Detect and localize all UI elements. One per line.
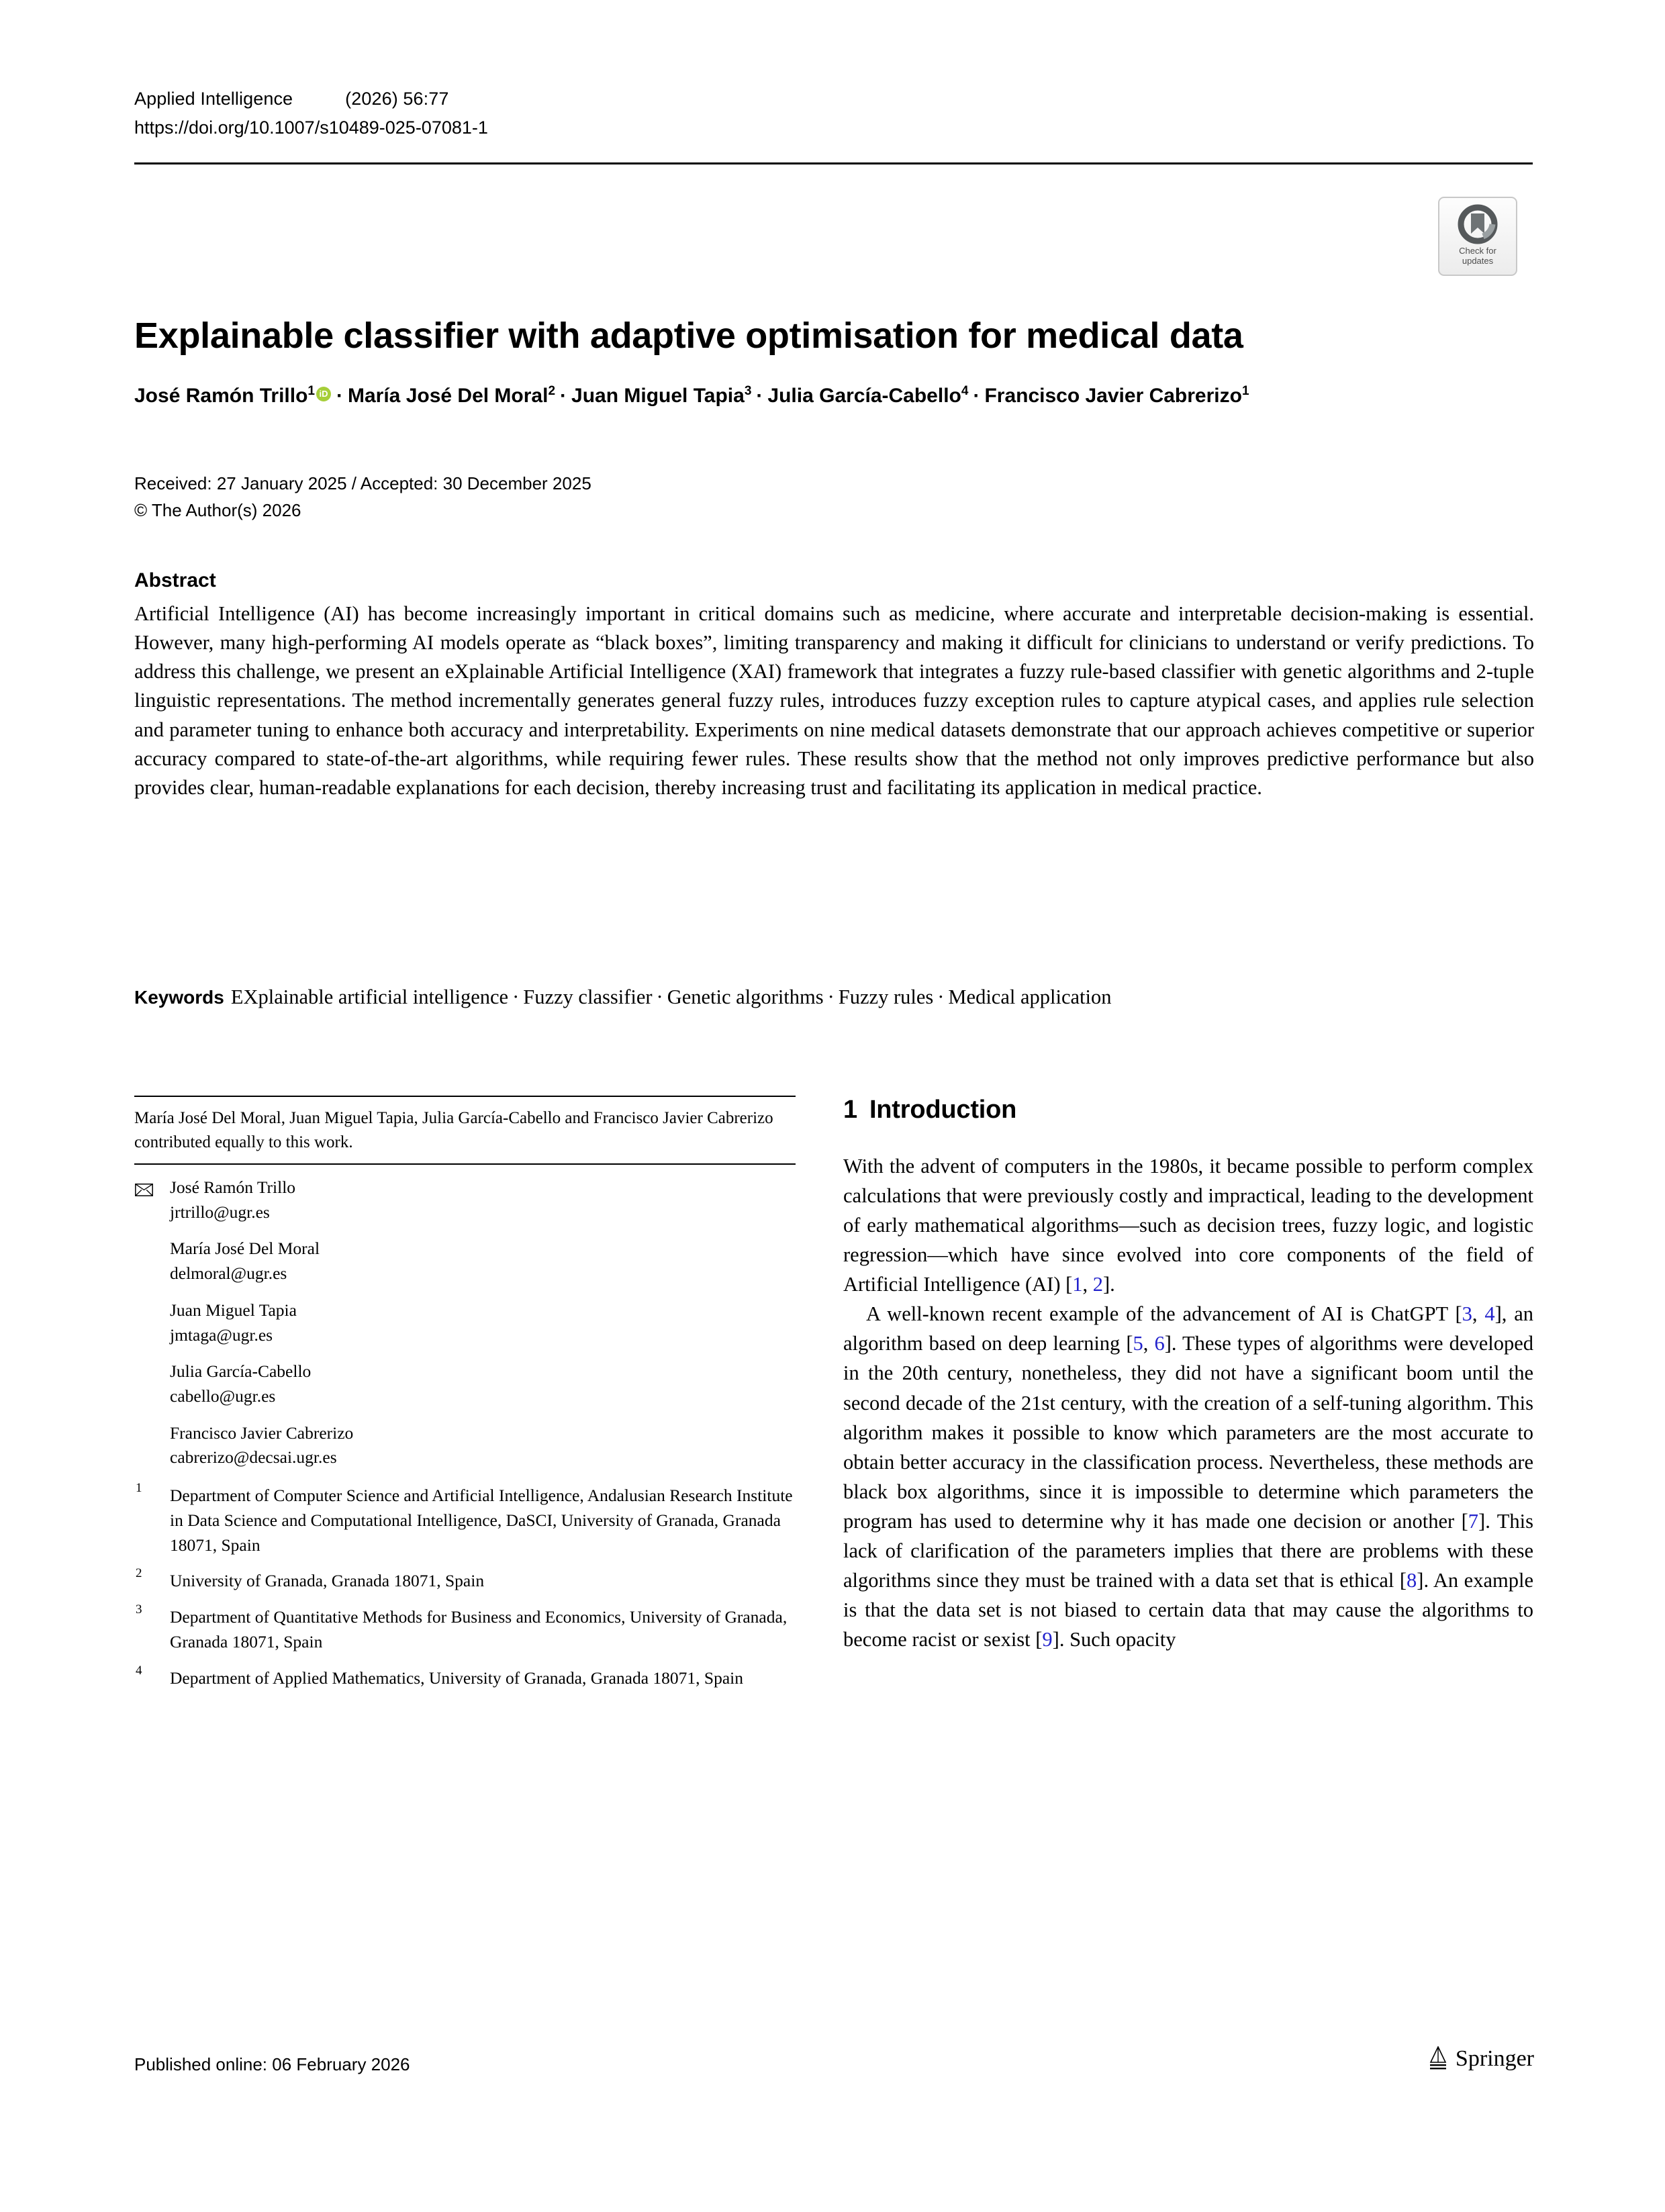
citation-link[interactable]: 7 xyxy=(1468,1509,1479,1533)
received-accepted-line: Received: 27 January 2025 / Accepted: 30 December 2025 xyxy=(134,473,591,493)
page-title: Explainable classifier with adaptive optimisation for medical data xyxy=(134,316,1243,356)
author-separator: · xyxy=(560,385,567,407)
author-separator: · xyxy=(756,385,763,407)
keywords-section xyxy=(134,983,1534,1012)
springer-icon xyxy=(1428,2046,1448,2072)
contact-name: María José Del Moral xyxy=(170,1239,320,1259)
keyword-separator: · xyxy=(937,985,945,1008)
author-entry[interactable] xyxy=(134,385,332,407)
paragraph-text: ]. Such opacity xyxy=(1052,1628,1176,1651)
author-separator: · xyxy=(336,385,343,407)
paragraph-text: With the advent of computers in the 1980s, it became possible to perform complex calculations that were previously costly and impractical, leading to the development of early mathematical algorithms—such as decision trees, fuzzy logic, and logistic regression—which have since evolved into core components of the field of Artificial Intelligence (AI) [ xyxy=(843,1155,1533,1296)
contact-entry xyxy=(134,1421,799,1470)
author-entry[interactable] xyxy=(767,385,968,407)
author-affil-marker: 1 xyxy=(307,384,315,398)
contact-email[interactable]: cabrerizo@decsai.ugr.es xyxy=(170,1447,337,1468)
section-heading-introduction xyxy=(843,1096,1533,1124)
paragraph-text: A well-known recent example of the advancement of AI is ChatGPT [ xyxy=(866,1302,1462,1326)
author-affil-marker: 2 xyxy=(548,384,556,398)
author-name: Francisco Javier Cabrerizo xyxy=(984,385,1242,407)
abstract-heading: Abstract xyxy=(134,569,216,591)
affiliation-text: University of Granada, Granada 18071, Spain xyxy=(170,1571,485,1591)
intro-paragraph-2: A well-known recent example of the advancement of AI is ChatGPT [3, 4], an algorithm based on deep learning [5, 6]. These types of algorithms were developed in the 20th century, nonetheless, they did not have a significant boom until the second decade of the 21st century, with the creation of a self-tuning algorithm. This algorithm makes it possible to know which parameters are the most accurate to obtain better accuracy in the classification process. Nevertheless, these methods are black box algorithms, since it is impossible to determine which parameters the program has used to determine why it has made one decision or another [7]. This lack of clarification of the parameters implies that there are problems with these algorithms since they must be trained with a data set that is ethical [8]. An example is that the data set is not biased to certain data that may cause the algorithms to become racist or sexist [9]. Such opacity xyxy=(843,1302,1533,1651)
contact-list xyxy=(134,1165,799,1470)
abstract-section xyxy=(134,569,1534,802)
citation-link[interactable]: 4 xyxy=(1484,1302,1495,1326)
check-for-updates-label xyxy=(1459,246,1496,266)
keyword-separator: · xyxy=(827,985,835,1008)
citation-link[interactable]: 2 xyxy=(1092,1273,1104,1296)
author-entry[interactable] xyxy=(571,385,751,407)
paragraph-text: ]. This lack of clarification of the parameters implies that there are problems with these algorithms since they must be trained with a data set that is ethical [ xyxy=(843,1509,1533,1592)
affiliation-number: 3 xyxy=(136,1602,142,1617)
contact-name: José Ramón Trillo xyxy=(170,1177,296,1197)
citation-link[interactable]: 8 xyxy=(1407,1568,1417,1592)
contact-name: Juan Miguel Tapia xyxy=(170,1300,297,1320)
contact-name: Julia García-Cabello xyxy=(170,1361,312,1382)
author-entry[interactable] xyxy=(348,385,555,407)
publisher-name: Springer xyxy=(1455,2046,1534,2071)
journal-issue: (2026) 56:77 xyxy=(345,89,449,109)
keyword-item[interactable]: EXplainable artificial intelligence xyxy=(230,985,509,1008)
citation-link[interactable]: 1 xyxy=(1072,1273,1083,1296)
affiliation-number: 4 xyxy=(136,1663,142,1678)
keyword-item[interactable]: Fuzzy classifier xyxy=(523,985,653,1008)
journal-title-line xyxy=(134,86,1534,111)
left-column xyxy=(134,1096,799,1702)
author-name: José Ramón Trillo xyxy=(134,385,308,407)
author-name: Juan Miguel Tapia xyxy=(571,385,745,407)
paragraph-text: ], an algorithm based on deep learning [ xyxy=(843,1302,1533,1355)
equal-contribution-note: María José Del Moral, Juan Miguel Tapia, Julia García-Cabello and Francisco Javier Cabrerizo contributed equally to this work. xyxy=(134,1109,773,1151)
affiliation-number: 2 xyxy=(136,1566,142,1581)
copyright-line: © The Author(s) 2026 xyxy=(134,500,301,521)
citation-link[interactable]: 9 xyxy=(1042,1628,1053,1651)
affiliation-list xyxy=(134,1481,799,1690)
keyword-item[interactable]: Fuzzy rules xyxy=(838,985,934,1008)
section-number: 1 xyxy=(843,1096,857,1124)
citation-link[interactable]: 6 xyxy=(1154,1332,1165,1355)
orcid-icon[interactable] xyxy=(316,387,331,401)
abstract-text: Artificial Intelligence (AI) has become increasingly important in critical domains such as medicine, where accurate and interpretable decision-making is essential. However, many high-performing AI models operate as “black boxes”, limiting transparency and making it difficult for clinicians to understand or verify predictions. To address this challenge, we present an eXplainable Artificial Intelligence (XAI) framework that integrates a fuzzy rule-based classifier with genetic algorithms and 2-tuple linguistic representations. The method incrementally generates general fuzzy rules, introduces fuzzy exception rules to capture atypical cases, and applies rule selection and parameter tuning to enhance both accuracy and interpretability. Experiments on nine medical datasets demonstrate that our approach achieves competitive or superior accuracy compared to state-of-the-art algorithms, while requiring fewer rules. These results show that the method not only improves predictive performance but also provides clear, human-readable explanations for each decision, thereby increasing trust and facilitating its application in medical practice. xyxy=(134,602,1534,799)
journal-header xyxy=(134,86,1534,141)
keyword-separator: · xyxy=(656,985,663,1008)
author-affil-marker: 3 xyxy=(744,384,752,398)
right-column xyxy=(843,1096,1533,1654)
affiliation-text: Department of Computer Science and Artificial Intelligence, Andalusian Research Institute in Data Science and Computational Intelligence, DaSCI, University of Granada, Granada 18071, Spain xyxy=(170,1486,793,1555)
section-title: Introduction xyxy=(869,1096,1017,1124)
contact-entry xyxy=(134,1237,799,1286)
contact-entry-corresponding xyxy=(134,1175,799,1224)
contact-email[interactable]: jrtrillo@ugr.es xyxy=(170,1202,270,1222)
keyword-separator: · xyxy=(512,985,520,1008)
contact-email[interactable]: cabello@ugr.es xyxy=(170,1386,276,1406)
check-for-updates-line2: updates xyxy=(1462,256,1494,267)
keyword-item[interactable]: Genetic algorithms xyxy=(667,985,824,1008)
citation-link[interactable]: 3 xyxy=(1462,1302,1472,1326)
author-list xyxy=(134,383,1551,410)
journal-doi[interactable]: https://doi.org/10.1007/s10489-025-07081-1 xyxy=(134,117,488,138)
contact-email[interactable]: jmtaga@ugr.es xyxy=(170,1325,273,1345)
affiliation-text: Department of Quantitative Methods for Business and Economics, University of Granada, Granada 18071, Spain xyxy=(170,1607,788,1651)
check-for-updates-badge[interactable] xyxy=(1438,197,1517,276)
published-online-note: Published online: 06 February 2026 xyxy=(134,2054,410,2074)
citation-link[interactable]: 5 xyxy=(1133,1332,1143,1355)
keyword-item[interactable]: Medical application xyxy=(948,985,1112,1008)
contact-name: Francisco Javier Cabrerizo xyxy=(170,1423,354,1443)
affiliation-entry xyxy=(134,1663,799,1691)
author-separator: · xyxy=(973,385,980,407)
check-for-updates-icon xyxy=(1458,204,1498,244)
author-entry[interactable] xyxy=(984,385,1249,407)
author-name: Julia García-Cabello xyxy=(767,385,961,407)
author-affil-marker: 4 xyxy=(961,384,969,398)
affiliation-entry xyxy=(134,1481,799,1557)
citation-separator: , xyxy=(1082,1273,1093,1296)
publication-dates xyxy=(134,470,591,524)
paragraph-text: ]. An example is that the data set is not biased to certain data that may cause the algorithms to become racist or sexist [ xyxy=(843,1568,1533,1651)
keywords-label: Keywords xyxy=(134,987,224,1008)
affiliation-number: 1 xyxy=(136,1481,142,1496)
paragraph-text: ]. These types of algorithms were developed in the 20th century, nonetheless, they did not have a significant boom until the second decade of the 21st century, with the creation of a self-tuning algorithm. This algorithm makes it possible to know which parameters are the most accurate to obtain better accuracy in the classification process. Nevertheless, these methods are black box algorithms, since it is impossible to determine which parameters the program has used to determine why it has made one decision or another [ xyxy=(843,1332,1533,1533)
contact-entry xyxy=(134,1298,799,1347)
journal-name: Applied Intelligence xyxy=(134,89,293,109)
contact-email[interactable]: delmoral@ugr.es xyxy=(170,1263,287,1284)
header-divider xyxy=(134,162,1533,164)
envelope-icon xyxy=(135,1179,153,1192)
contact-entry xyxy=(134,1359,799,1408)
check-for-updates-line1: Check for xyxy=(1459,246,1496,256)
intro-paragraph-1 xyxy=(843,1151,1533,1299)
paragraph-text: ]. xyxy=(1103,1273,1115,1296)
publisher-logo xyxy=(1428,2046,1534,2072)
author-name: María José Del Moral xyxy=(347,385,549,407)
affiliation-entry xyxy=(134,1602,799,1654)
affiliation-text: Department of Applied Mathematics, University of Granada, Granada 18071, Spain xyxy=(170,1668,744,1688)
affiliation-entry xyxy=(134,1566,799,1594)
author-affil-marker: 1 xyxy=(1241,384,1249,398)
